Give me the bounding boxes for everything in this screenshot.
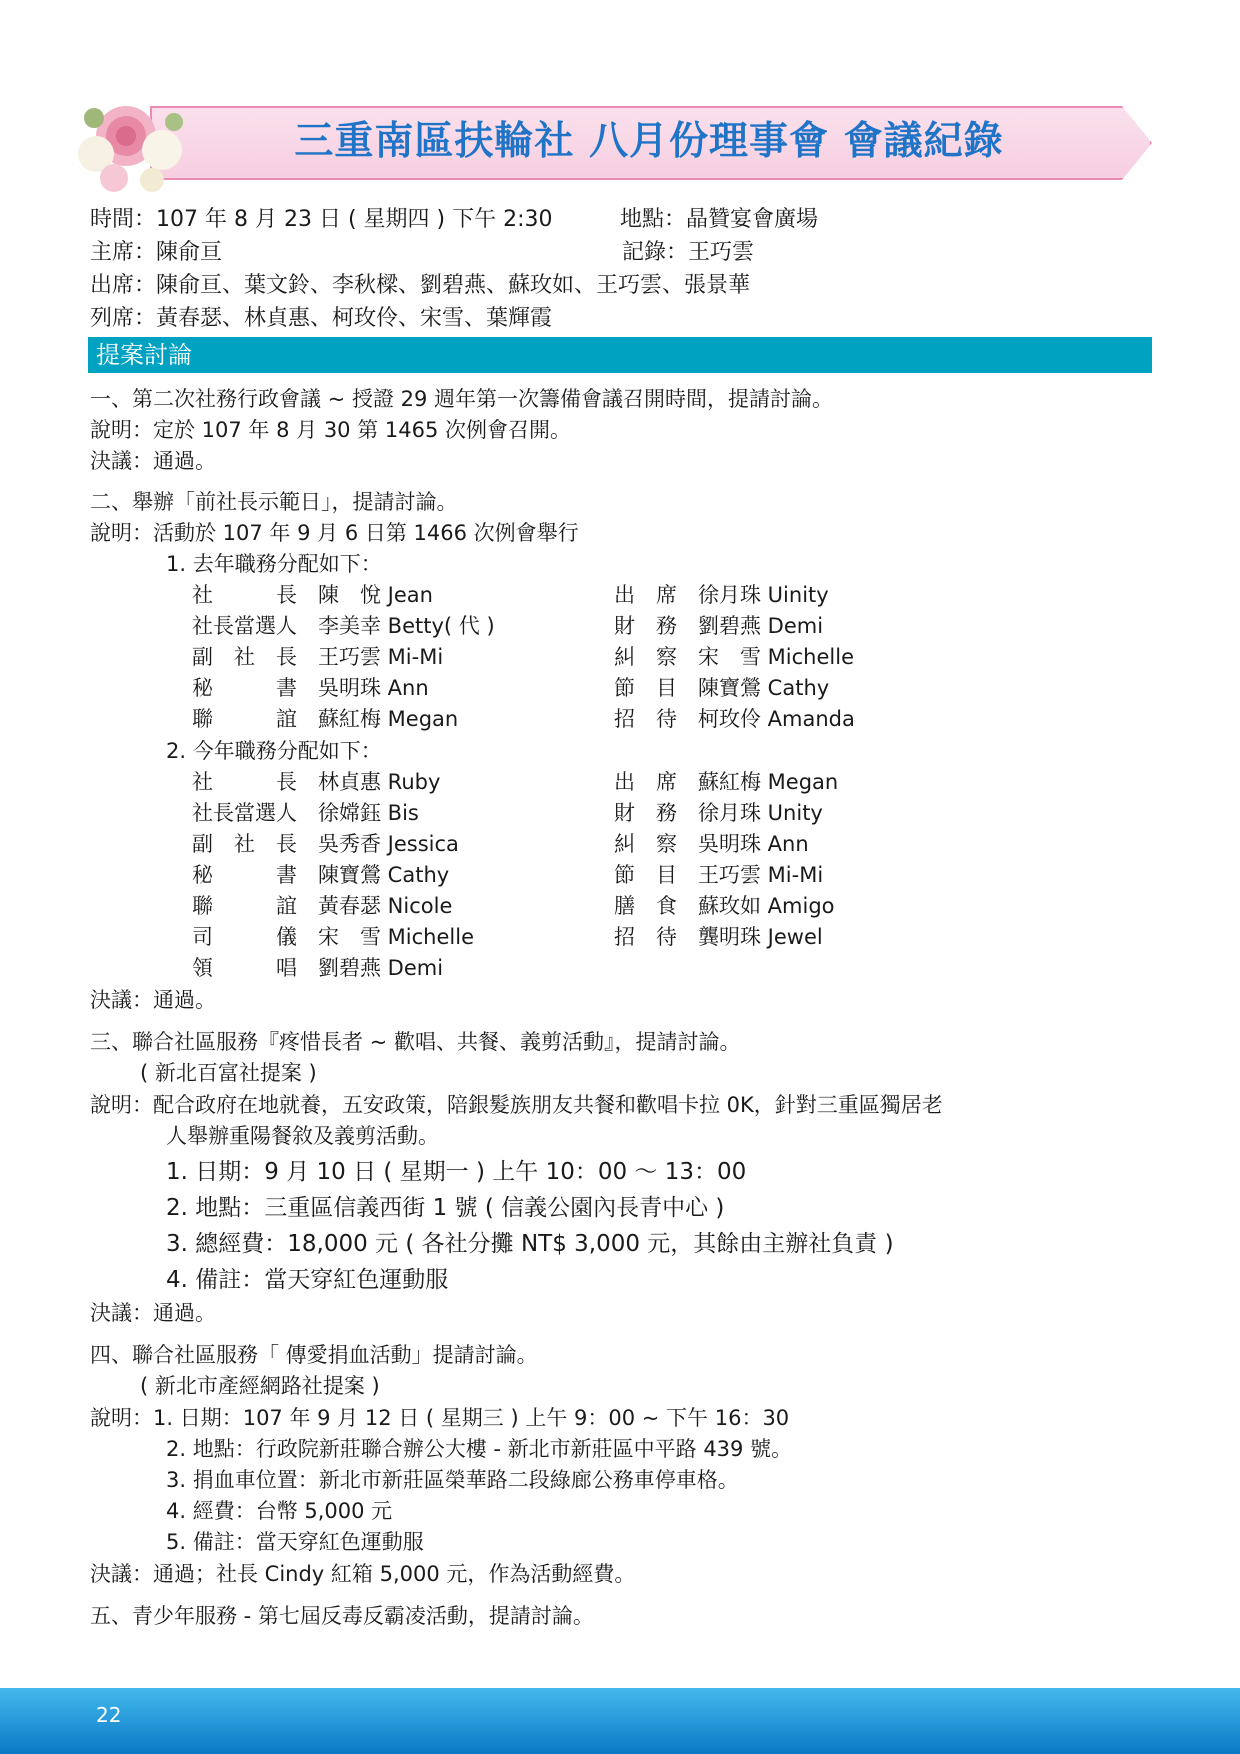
meeting-attendees: 出席：陳俞亘、葉文鈴、李秋樑、劉碧燕、蘇玫如、王巧雲、張景華 <box>90 273 751 298</box>
role-entry: 膳 食 蘇玫如 Amigo <box>614 894 835 918</box>
proposal-5-heading: 五、青少年服務 - 第七屆反毒反霸凌活動，提請討論。 <box>90 1604 594 1628</box>
proposal-1-heading: 一、第二次社務行政會議 ~ 授證 29 週年第一次籌備會議召開時間，提請討論。 <box>90 387 834 411</box>
role-entry: 節 目 王巧雲 Mi-Mi <box>614 863 824 887</box>
role-entry: 副 社 長 王巧雲 Mi-Mi <box>192 645 444 669</box>
proposal-3-description-cont: 人舉辦重陽餐敘及義剪活動。 <box>166 1124 439 1148</box>
proposal-3-budget: 3. 總經費：18,000 元 ( 各社分攤 NT$ 3,000 元，其餘由主辦社負責 ) <box>166 1231 894 1257</box>
proposal-3-location: 2. 地點：三重區信義西街 1 號 ( 信義公園內長青中心 ) <box>166 1195 725 1221</box>
meeting-chair: 主席：陳俞亘 <box>90 240 223 265</box>
proposal-4-date: 說明：1. 日期：107 年 9 月 12 日 ( 星期三 ) 上午 9：00 ~ 下午 16：30 <box>90 1406 790 1430</box>
last-year-roles-heading: 1. 去年職務分配如下： <box>166 552 382 576</box>
meeting-observers: 列席：黃春瑟、林貞惠、柯玫伶、宋雪、葉輝霞 <box>90 306 553 331</box>
proposal-4-resolution: 決議：通過；社長 Cindy 紅箱 5,000 元，作為活動經費。 <box>90 1562 636 1586</box>
role-entry: 出 席 蘇紅梅 Megan <box>614 770 839 794</box>
role-entry: 糾 察 吳明珠 Ann <box>614 832 809 856</box>
proposal-3-note: 4. 備註：當天穿紅色運動服 <box>166 1267 449 1293</box>
role-entry: 社 長 林貞惠 Ruby <box>192 770 441 794</box>
role-entry: 社長當選人 李美幸 Betty( 代 ) <box>192 614 495 638</box>
proposal-4-note: 5. 備註：當天穿紅色運動服 <box>166 1530 424 1554</box>
section-header-bar <box>88 337 1152 373</box>
page-number: 22 <box>96 1703 122 1727</box>
this-year-roles-heading: 2. 今年職務分配如下： <box>166 739 382 763</box>
meeting-recorder: 記錄：王巧雲 <box>622 240 755 265</box>
role-entry: 秘 書 陳寶鶯 Cathy <box>192 863 450 887</box>
proposal-3-date: 1. 日期：9 月 10 日 ( 星期一 ) 上午 10：00 ～ 13：00 <box>166 1159 747 1185</box>
proposal-3-proposer: ( 新北百富社提案 ) <box>140 1061 317 1085</box>
proposal-2-description: 說明：活動於 107 年 9 月 6 日第 1466 次例會舉行 <box>90 521 579 545</box>
meeting-place: 地點：晶贊宴會廣場 <box>620 207 819 232</box>
proposal-2-heading: 二、舉辦「前社長示範日」，提請討論。 <box>90 490 458 514</box>
role-entry: 社長當選人 徐嫦鈺 Bis <box>192 801 419 825</box>
proposal-4-budget: 4. 經費：台幣 5,000 元 <box>166 1499 393 1523</box>
role-entry: 財 務 徐月珠 Unity <box>614 801 823 825</box>
role-entry: 招 待 龔明珠 Jewel <box>614 925 823 949</box>
meeting-time: 時間：107 年 8 月 23 日 ( 星期四 ) 下午 2:30 <box>90 207 553 232</box>
proposal-3-heading: 三、聯合社區服務『疼惜長者 ~ 歡唱、共餐、義剪活動』，提請討論。 <box>90 1030 741 1054</box>
role-entry: 財 務 劉碧燕 Demi <box>614 614 824 638</box>
proposal-4-location: 2. 地點：行政院新莊聯合辦公大樓 - 新北市新莊區中平路 439 號。 <box>166 1437 793 1461</box>
footer-bar <box>0 1688 1240 1754</box>
section-title: 提案討論 <box>96 341 192 369</box>
role-entry: 聯 誼 黃春瑟 Nicole <box>192 894 453 918</box>
proposal-1-description: 說明：定於 107 年 8 月 30 第 1465 次例會召開。 <box>90 418 572 442</box>
proposal-3-description: 說明：配合政府在地就養，五安政策，陪銀髮族朋友共餐和歡唱卡拉 0K，針對三重區獨居老 <box>90 1093 943 1117</box>
role-entry: 秘 書 吳明珠 Ann <box>192 676 429 700</box>
proposal-3-resolution: 決議：通過。 <box>90 1301 216 1325</box>
proposal-4-proposer: ( 新北市產經網路社提案 ) <box>140 1374 380 1398</box>
proposal-4-vehicle-position: 3. 捐血車位置：新北市新莊區榮華路二段綠廊公務車停車格。 <box>166 1468 739 1492</box>
proposal-1-resolution: 決議：通過。 <box>90 449 216 473</box>
role-entry: 司 儀 宋 雪 Michelle <box>192 925 474 949</box>
role-entry: 節 目 陳寶鶯 Cathy <box>614 676 830 700</box>
role-entry: 社 長 陳 悅 Jean <box>192 583 433 607</box>
page-title: 三重南區扶輪社 八月份理事會 會議紀錄 <box>294 119 1004 164</box>
role-entry: 招 待 柯玫伶 Amanda <box>614 707 855 731</box>
role-entry: 出 席 徐月珠 Uinity <box>614 583 829 607</box>
role-entry: 副 社 長 吳秀香 Jessica <box>192 832 459 856</box>
role-entry: 聯 誼 蘇紅梅 Megan <box>192 707 459 731</box>
role-entry: 糾 察 宋 雪 Michelle <box>614 645 854 669</box>
role-entry: 領 唱 劉碧燕 Demi <box>192 956 444 980</box>
proposal-4-heading: 四、聯合社區服務「 傳愛捐血活動」提請討論。 <box>90 1343 538 1367</box>
proposal-2-resolution: 決議：通過。 <box>90 988 216 1012</box>
